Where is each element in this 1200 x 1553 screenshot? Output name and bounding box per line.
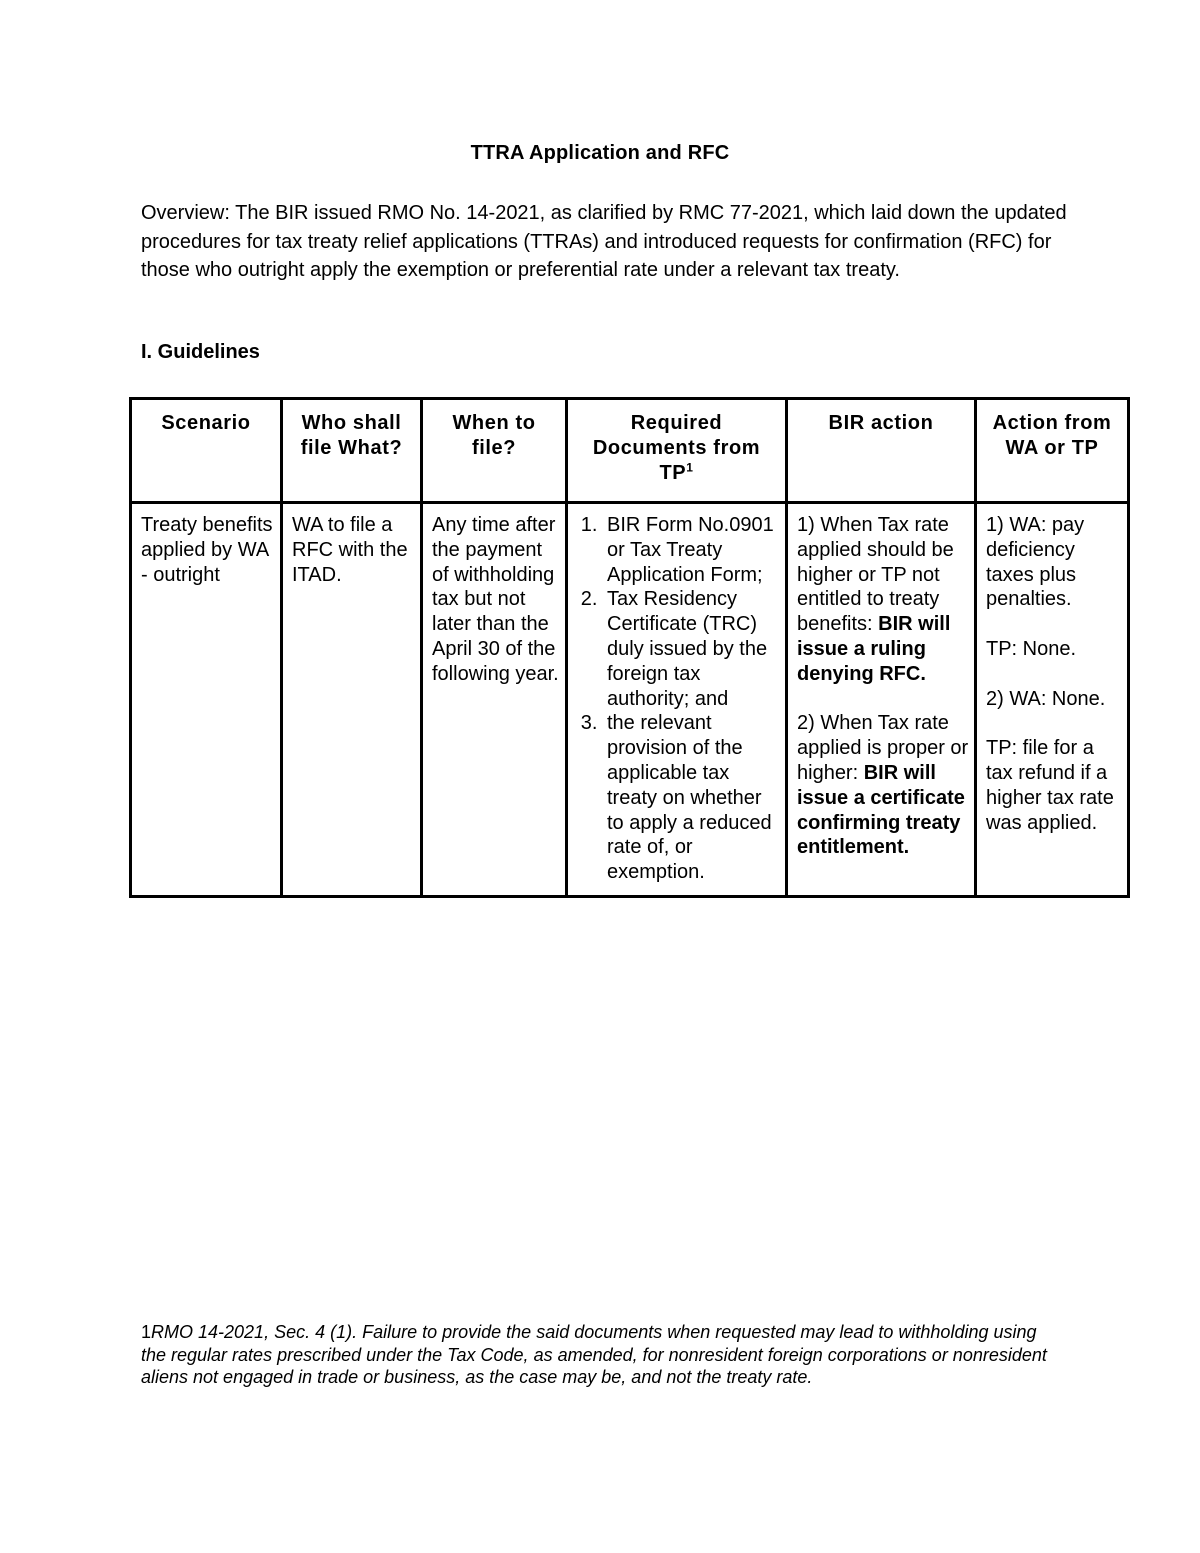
required-documents-list <box>577 513 779 885</box>
footnote-text: RMO 14-2021, Sec. 4 (1). Failure to provide the said documents when requested may lead to withholding using the regular rates prescribed under the Tax Code, as amended, for nonresident foreign corporations or nonresident aliens not engaged in trade or business, as the case may be, and not the treaty rate. <box>141 1322 1047 1387</box>
cell-required-documents <box>567 503 787 897</box>
bir-action-case-1-condition: 1) When Tax rate applied should be higher or TP not entitled to treaty benefits: <box>797 514 954 636</box>
bir-action-case-2-result: BIR will issue a certificate confirming treaty entitlement. <box>797 761 965 859</box>
cell-who-shall-file: WA to file a RFC with the ITAD. <box>282 503 422 897</box>
action-wa-case-1: 1) WA: pay deficiency taxes plus penalties. <box>986 514 1085 611</box>
footnote-marker: 1 <box>141 1322 152 1342</box>
bir-action-case-1-result: BIR will issue a ruling denying RFC. <box>797 613 951 685</box>
table-row <box>131 503 1129 897</box>
table-header-row <box>131 399 1129 503</box>
action-tp-case-2: TP: file for a tax refund if a higher tax rate was applied. <box>986 737 1114 834</box>
header-bir-action: BIR action <box>787 399 976 503</box>
overview-paragraph: Overview: The BIR issued RMO No. 14-2021, as clarified by RMC 77-2021, which laid down the updated procedures for tax treaty relief applications (TTRAs) and introduced requests for confirmation (RFC) for those who outright apply the exemption or preferential rate under a relevant tax treaty. <box>141 202 1067 282</box>
cell-bir-action <box>787 503 976 897</box>
cell-scenario: Treaty benefits applied by WA - outright <box>131 503 282 897</box>
cell-when-to-file: Any time after the payment of withholding tax but not later than the April 30 of the following year. <box>422 503 567 897</box>
action-wa-case-2: 2) WA: None. <box>986 687 1106 710</box>
header-scenario: Scenario <box>131 399 282 503</box>
footnote <box>141 1321 1061 1389</box>
list-item: 1. BIR Form No.0901 or Tax Treaty Application Form; <box>603 513 779 587</box>
action-tp-case-1: TP: None. <box>986 637 1077 660</box>
header-who-shall-file: Who shall file What? <box>282 399 422 503</box>
header-when-to-file: When to file? <box>422 399 567 503</box>
bir-action-case-2-condition: 2) When Tax rate applied is proper or higher: <box>797 712 969 784</box>
section-heading-guidelines: I. Guidelines <box>141 341 260 363</box>
cell-action-from-wa-tp <box>976 503 1129 897</box>
bir-action-case-1 <box>797 513 970 687</box>
guidelines-table <box>129 397 1130 898</box>
document-title: TTRA Application and RFC <box>470 142 730 164</box>
header-action-from-wa-tp: Action from WA or TP <box>976 399 1129 503</box>
bir-action-case-2 <box>797 711 970 860</box>
footnote-reference: 1 <box>686 459 694 474</box>
list-item: 2. Tax Residency Certificate (TRC) duly issued by the foreign tax authority; and <box>603 587 779 711</box>
header-required-documents-label: Required Documents from TP <box>592 412 761 484</box>
header-required-documents <box>567 399 787 503</box>
list-item: 3. the relevant provision of the applicable tax treaty on whether to apply a reduced rate of, or exemption. <box>603 711 779 885</box>
